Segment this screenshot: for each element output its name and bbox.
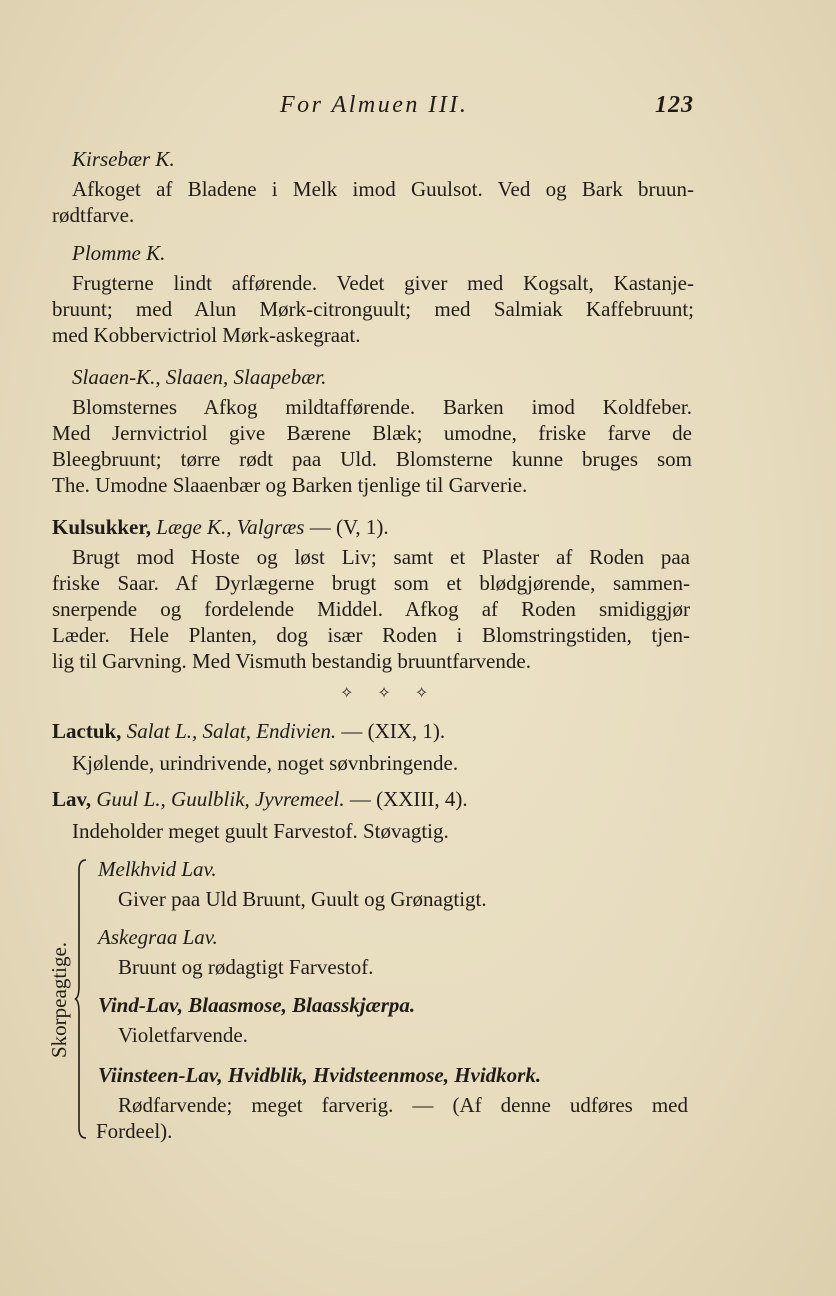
entry-reference: — (XIX, 1). (341, 719, 446, 743)
entry-alt-names: Læge K., Valgræs (156, 515, 305, 539)
subentry-text: Rødfarvende; meget farverig. — (Af denne udføres med (118, 1093, 688, 1117)
entry-reference: — (XXIII, 4). (349, 787, 468, 811)
section-ornament: ✧ ✧ ✧ (340, 685, 439, 702)
entry-text: The. Umodne Slaaenbær og Barken tjenlige til Garverie. (52, 473, 528, 497)
entry-text: Frugterne lindt afførende. Vedet giver med Kogsalt, Kastanje- (72, 271, 694, 295)
entry-heading-kirsebaer: Kirsebær K. (72, 147, 175, 171)
entry-heading-kulsukker (52, 514, 389, 540)
entry-text: bruunt; med Alun Mørk-citronguult; med Salmiak Kaffebruunt; (52, 297, 694, 321)
entry-name: Lav, (52, 787, 92, 811)
subentry-text: Bruunt og rødagtigt Farvestof. (118, 955, 374, 979)
entry-text: Blomsternes Afkog mildtafførende. Barken imod Koldfeber. (72, 395, 692, 419)
entry-text: Læder. Hele Planten, dog især Roden i Blomstringstiden, tjen- (52, 623, 690, 647)
subentry-heading-melkhvid: Melkhvid Lav. (98, 857, 217, 881)
entry-text: lig til Garvning. Med Vismuth bestandig bruuntfarvende. (52, 649, 531, 673)
subentry-text: Giver paa Uld Bruunt, Guult og Grønagtigt. (118, 887, 487, 911)
group-label: Skorpeagtige. (47, 941, 71, 1059)
entry-heading-lactuk (52, 718, 445, 744)
entry-text: Bleegbruunt; tørre rødt paa Uld. Blomsterne kunne bruges som (52, 447, 692, 471)
entry-text: Kjølende, urindrivende, noget søvnbringende. (72, 751, 459, 775)
entry-text: snerpende og fordelende Middel. Afkog af Roden smidiggjør (52, 597, 690, 621)
subentry-heading-askegraa: Askegraa Lav. (98, 925, 218, 949)
subentry-text: Violetfarvende. (118, 1023, 248, 1047)
subentry-text: Fordeel). (96, 1119, 173, 1143)
entry-alt-names: Guul L., Guulblik, Jyvremeel. (96, 787, 345, 811)
entry-text: rødtfarve. (52, 203, 135, 227)
group-brace (74, 858, 88, 1140)
entry-text: Brugt mod Hoste og løst Liv; samt et Plaster af Roden paa (72, 545, 690, 569)
entry-name: Lactuk, (52, 719, 122, 743)
entry-heading-plomme: Plomme K. (72, 241, 166, 265)
entry-text: Indeholder meget guult Farvestof. Støvagtig. (72, 819, 449, 843)
page-header (52, 92, 694, 126)
subentry-heading-vindlav: Vind-Lav, Blaasmose, Blaasskjærpa. (98, 993, 416, 1017)
subentry-heading-viinsteen: Viinsteen-Lav, Hvidblik, Hvidsteenmose, Hvidkork. (98, 1063, 542, 1087)
entry-text: Med Jernvictriol give Bærene Blæk; umodne, friske farve de (52, 421, 692, 445)
entry-alt-names: Salat L., Salat, Endivien. (126, 719, 337, 743)
entry-name: Kulsukker, (52, 515, 152, 539)
entry-heading-slaaen: Slaaen-K., Slaaen, Slaapebær. (72, 365, 327, 389)
page-number: 123 (655, 92, 694, 118)
entry-reference: — (V, 1). (309, 515, 389, 539)
entry-heading-lav (52, 786, 468, 812)
entry-text: Afkoget af Bladene i Melk imod Guulsot. Ved og Bark bruun- (72, 177, 694, 201)
running-title: For Almuen III. (280, 92, 469, 118)
entry-text: med Kobbervictriol Mørk-askegraat. (52, 323, 361, 347)
entry-text: friske Saar. Af Dyrlægerne brugt som et blødgjørende, sammen- (52, 571, 690, 595)
